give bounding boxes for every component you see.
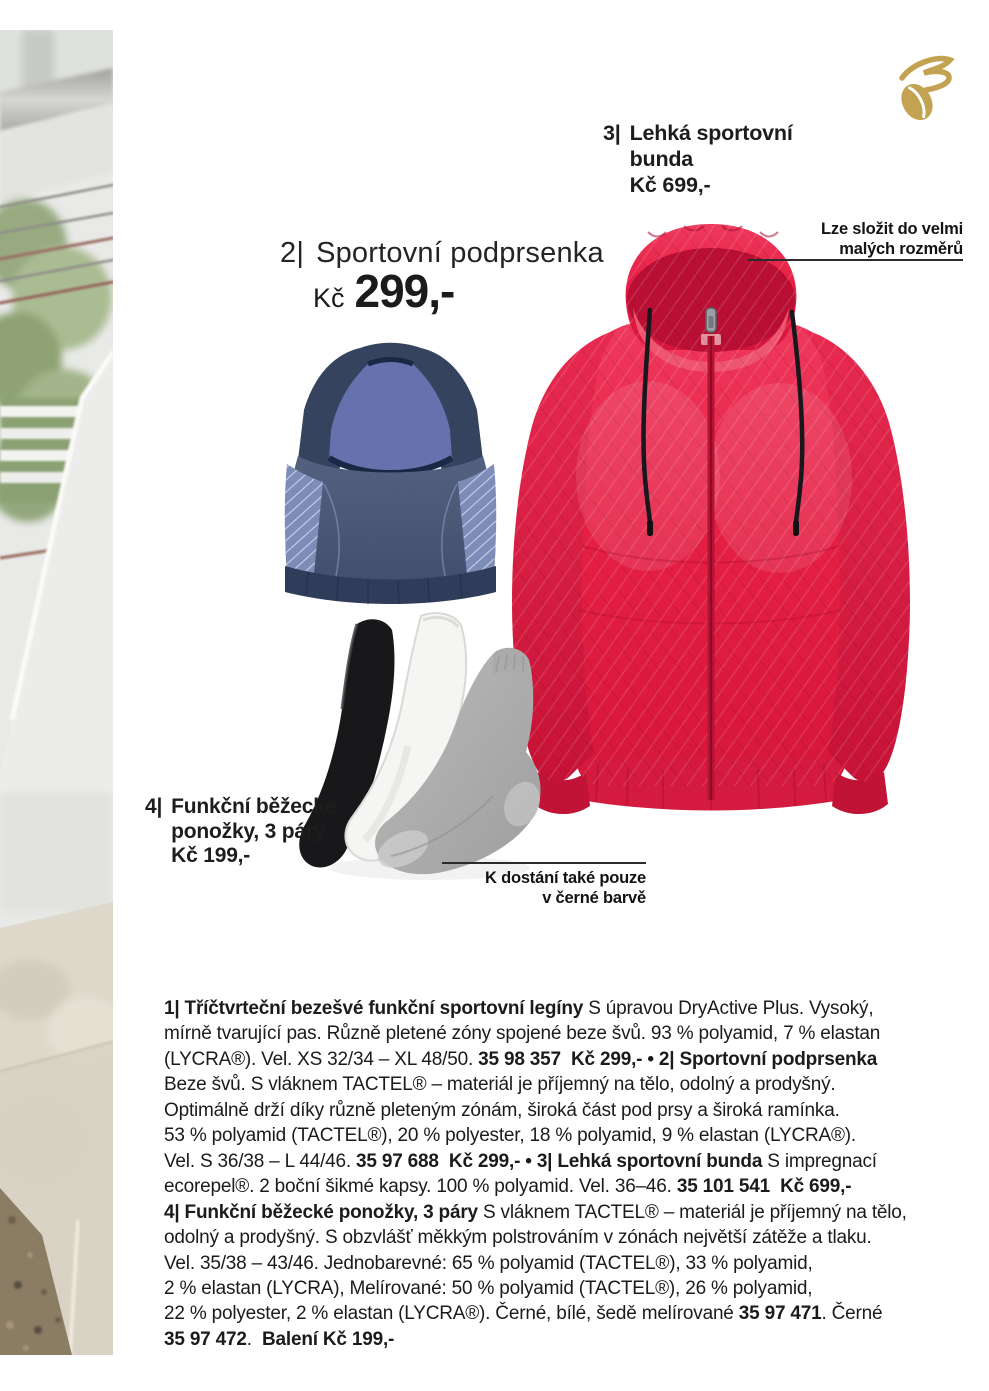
description-line: 22 % polyester, 2 % elastan (LYCRA®). Černé, bílé, šedě melírované 35 97 471. Černé [164, 1303, 883, 1325]
bra-price-value: 299,- [354, 265, 455, 317]
description-line: 35 97 472. Balení Kč 199,- [164, 1328, 395, 1350]
description-line: Beze švů. S vláknem TACTEL® – materiál je příjemný na tělo, odolný a prodyšný. [164, 1074, 836, 1096]
description-line: Vel. S 36/38 – L 44/46. 35 97 688 Kč 299,- • 3| Lehká sportovní bunda S impregnací [164, 1150, 877, 1172]
description-line: ecorepel®. 2 boční šikmé kapsy. 100 % polyamid. Vel. 36–46. 35 101 541 Kč 699,- [164, 1176, 852, 1198]
description-line: Vel. 35/38 – 43/46. Jednobarevné: 65 % polyamid (TACTEL®), 33 % polyamid, [164, 1252, 813, 1274]
description-line: 1| Tříčtvrteční bezešvé funkční sportovní legíny S úpravou DryActive Plus. Vysoký, [164, 998, 874, 1019]
jacket-note-line1: Lze složit do velmi [821, 220, 963, 238]
jacket-note-line2: malých rozměrů [839, 239, 963, 258]
jacket-name-line2: bunda [629, 147, 694, 171]
jacket-index: 3| [603, 121, 621, 145]
socks-note-pointer-line [442, 862, 646, 864]
architecture-photo-strip [0, 30, 113, 1355]
bra-name: Sportovní podprsenka [316, 237, 604, 269]
jacket-note-pointer-line [748, 259, 963, 261]
socks-name-line2: ponožky, 3 páry [171, 819, 326, 843]
description-line: mírně tvarující pas. Různě pletené zóny spojené beze švů. 93 % polyamid, 7 % elastan [164, 1023, 881, 1045]
bra-product-image [268, 338, 513, 606]
description-line: Optimálně drží díky různě pleteným zónám, široká část pod prsy a široká ramínka. [164, 1099, 840, 1121]
bra-currency: Kč [313, 283, 345, 313]
product-description [164, 996, 907, 1352]
jacket-price: Kč 699,- [629, 173, 711, 197]
jacket-note [821, 220, 963, 259]
socks-note [485, 869, 646, 908]
jacket-product-image [498, 216, 926, 828]
description-line: odolný a prodyšný. S obzvlášť měkkým polstrováním v zónách největší zátěže a tlaku. [164, 1227, 872, 1249]
socks-name-line1: Funkční běžecké [171, 795, 337, 818]
socks-label [145, 795, 336, 869]
socks-note-line1: K dostání také pouze [484, 869, 646, 887]
socks-index: 4| [145, 795, 163, 818]
description-line: 4| Funkční běžecké ponožky, 3 páry S vláknem TACTEL® – materiál je příjemný na tělo, [164, 1201, 907, 1223]
jacket-label [603, 120, 793, 198]
description-line: (LYCRA®). Vel. XS 32/34 – XL 48/50. 35 98 357 Kč 299,- • 2| Sportovní podprsenka [164, 1048, 878, 1070]
bra-index: 2| [280, 237, 305, 269]
tchibo-logo-icon [890, 50, 956, 122]
bra-price [313, 264, 454, 318]
socks-price: Kč 199,- [171, 844, 251, 867]
socks-note-line2: v černé barvě [542, 888, 646, 907]
description-line: 53 % polyamid (TACTEL®), 20 % polyester, 18 % polyamid, 9 % elastan (LYCRA®). [164, 1125, 856, 1147]
description-line: 2 % elastan (LYCRA), Melírované: 50 % polyamid (TACTEL®), 26 % polyamid, [164, 1277, 813, 1299]
jacket-name-line1: Lehká sportovní [629, 121, 793, 145]
